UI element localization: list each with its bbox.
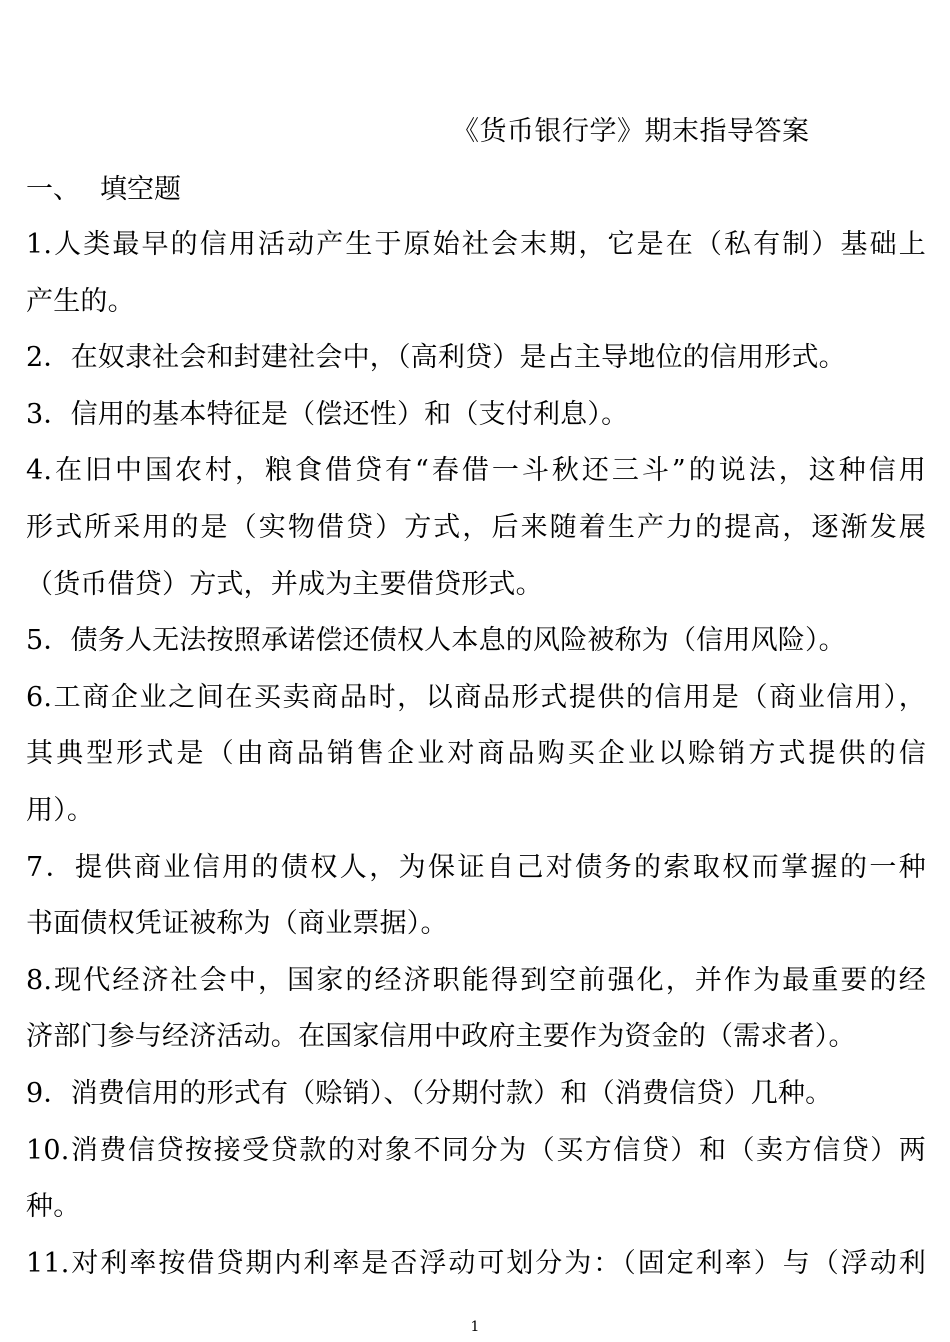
answer-list bbox=[26, 225, 926, 1300]
text-line: 10.消费信贷按接受贷款的对象不同分为（买方信贷）和（卖方信贷）两 bbox=[26, 1134, 926, 1166]
text-line: 其典型形式是（由商品销售企业对商品购买企业以赊销方式提供的信 bbox=[26, 738, 926, 770]
text-line: 济部门参与经济活动。在国家信用中政府主要作为资金的（需求者）。 bbox=[26, 1021, 856, 1053]
text-line: 4.在旧中国农村，粮食借贷有“春借一斗秋还三斗”的说法，这种信用 bbox=[26, 455, 926, 487]
text-line: 6.工商企业之间在买卖商品时，以商品形式提供的信用是（商业信用）， bbox=[26, 681, 926, 713]
text-line: 种。 bbox=[26, 1191, 81, 1223]
text-line: 3．信用的基本特征是（偿还性）和（支付利息）。 bbox=[26, 398, 629, 430]
text-line: 形式所采用的是（实物借贷）方式，后来随着生产力的提高，逐渐发展 bbox=[26, 511, 926, 543]
text-line: 产生的。 bbox=[26, 285, 135, 317]
text-line: 1.人类最早的信用活动产生于原始社会末期，它是在（私有制）基础上 bbox=[26, 229, 926, 260]
text-line: 5．债务人无法按照承诺偿还债权人本息的风险被称为（信用风险）。 bbox=[26, 625, 846, 657]
text-line: 11.对利率按借贷期内利率是否浮动可划分为：（固定利率）与（浮动利 bbox=[26, 1247, 926, 1279]
text-line: 9．消费信用的形式有（赊销）、（分期付款）和（消费信贷）几种。 bbox=[26, 1077, 833, 1109]
text-line: 书面债权凭证被称为（商业票据）。 bbox=[26, 908, 448, 940]
text-line: 用）。 bbox=[26, 794, 95, 826]
section-heading bbox=[26, 170, 181, 210]
page-number: 1 bbox=[470, 1319, 480, 1335]
text-line: 7．提供商业信用的债权人，为保证自己对债务的索取权而掌握的一种 bbox=[26, 851, 926, 883]
section-number: 一、 bbox=[26, 174, 80, 205]
text-line: 8.现代经济社会中，国家的经济职能得到空前强化，并作为最重要的经 bbox=[26, 964, 926, 996]
text-line: （货币借贷）方式，并成为主要借贷形式。 bbox=[26, 568, 543, 600]
section-title: 填空题 bbox=[100, 174, 181, 205]
text-line: 2．在奴隶社会和封建社会中，（高利贷）是占主导地位的信用形式。 bbox=[26, 342, 846, 374]
document-title: 《货币银行学》期末指导答案 bbox=[452, 116, 810, 147]
